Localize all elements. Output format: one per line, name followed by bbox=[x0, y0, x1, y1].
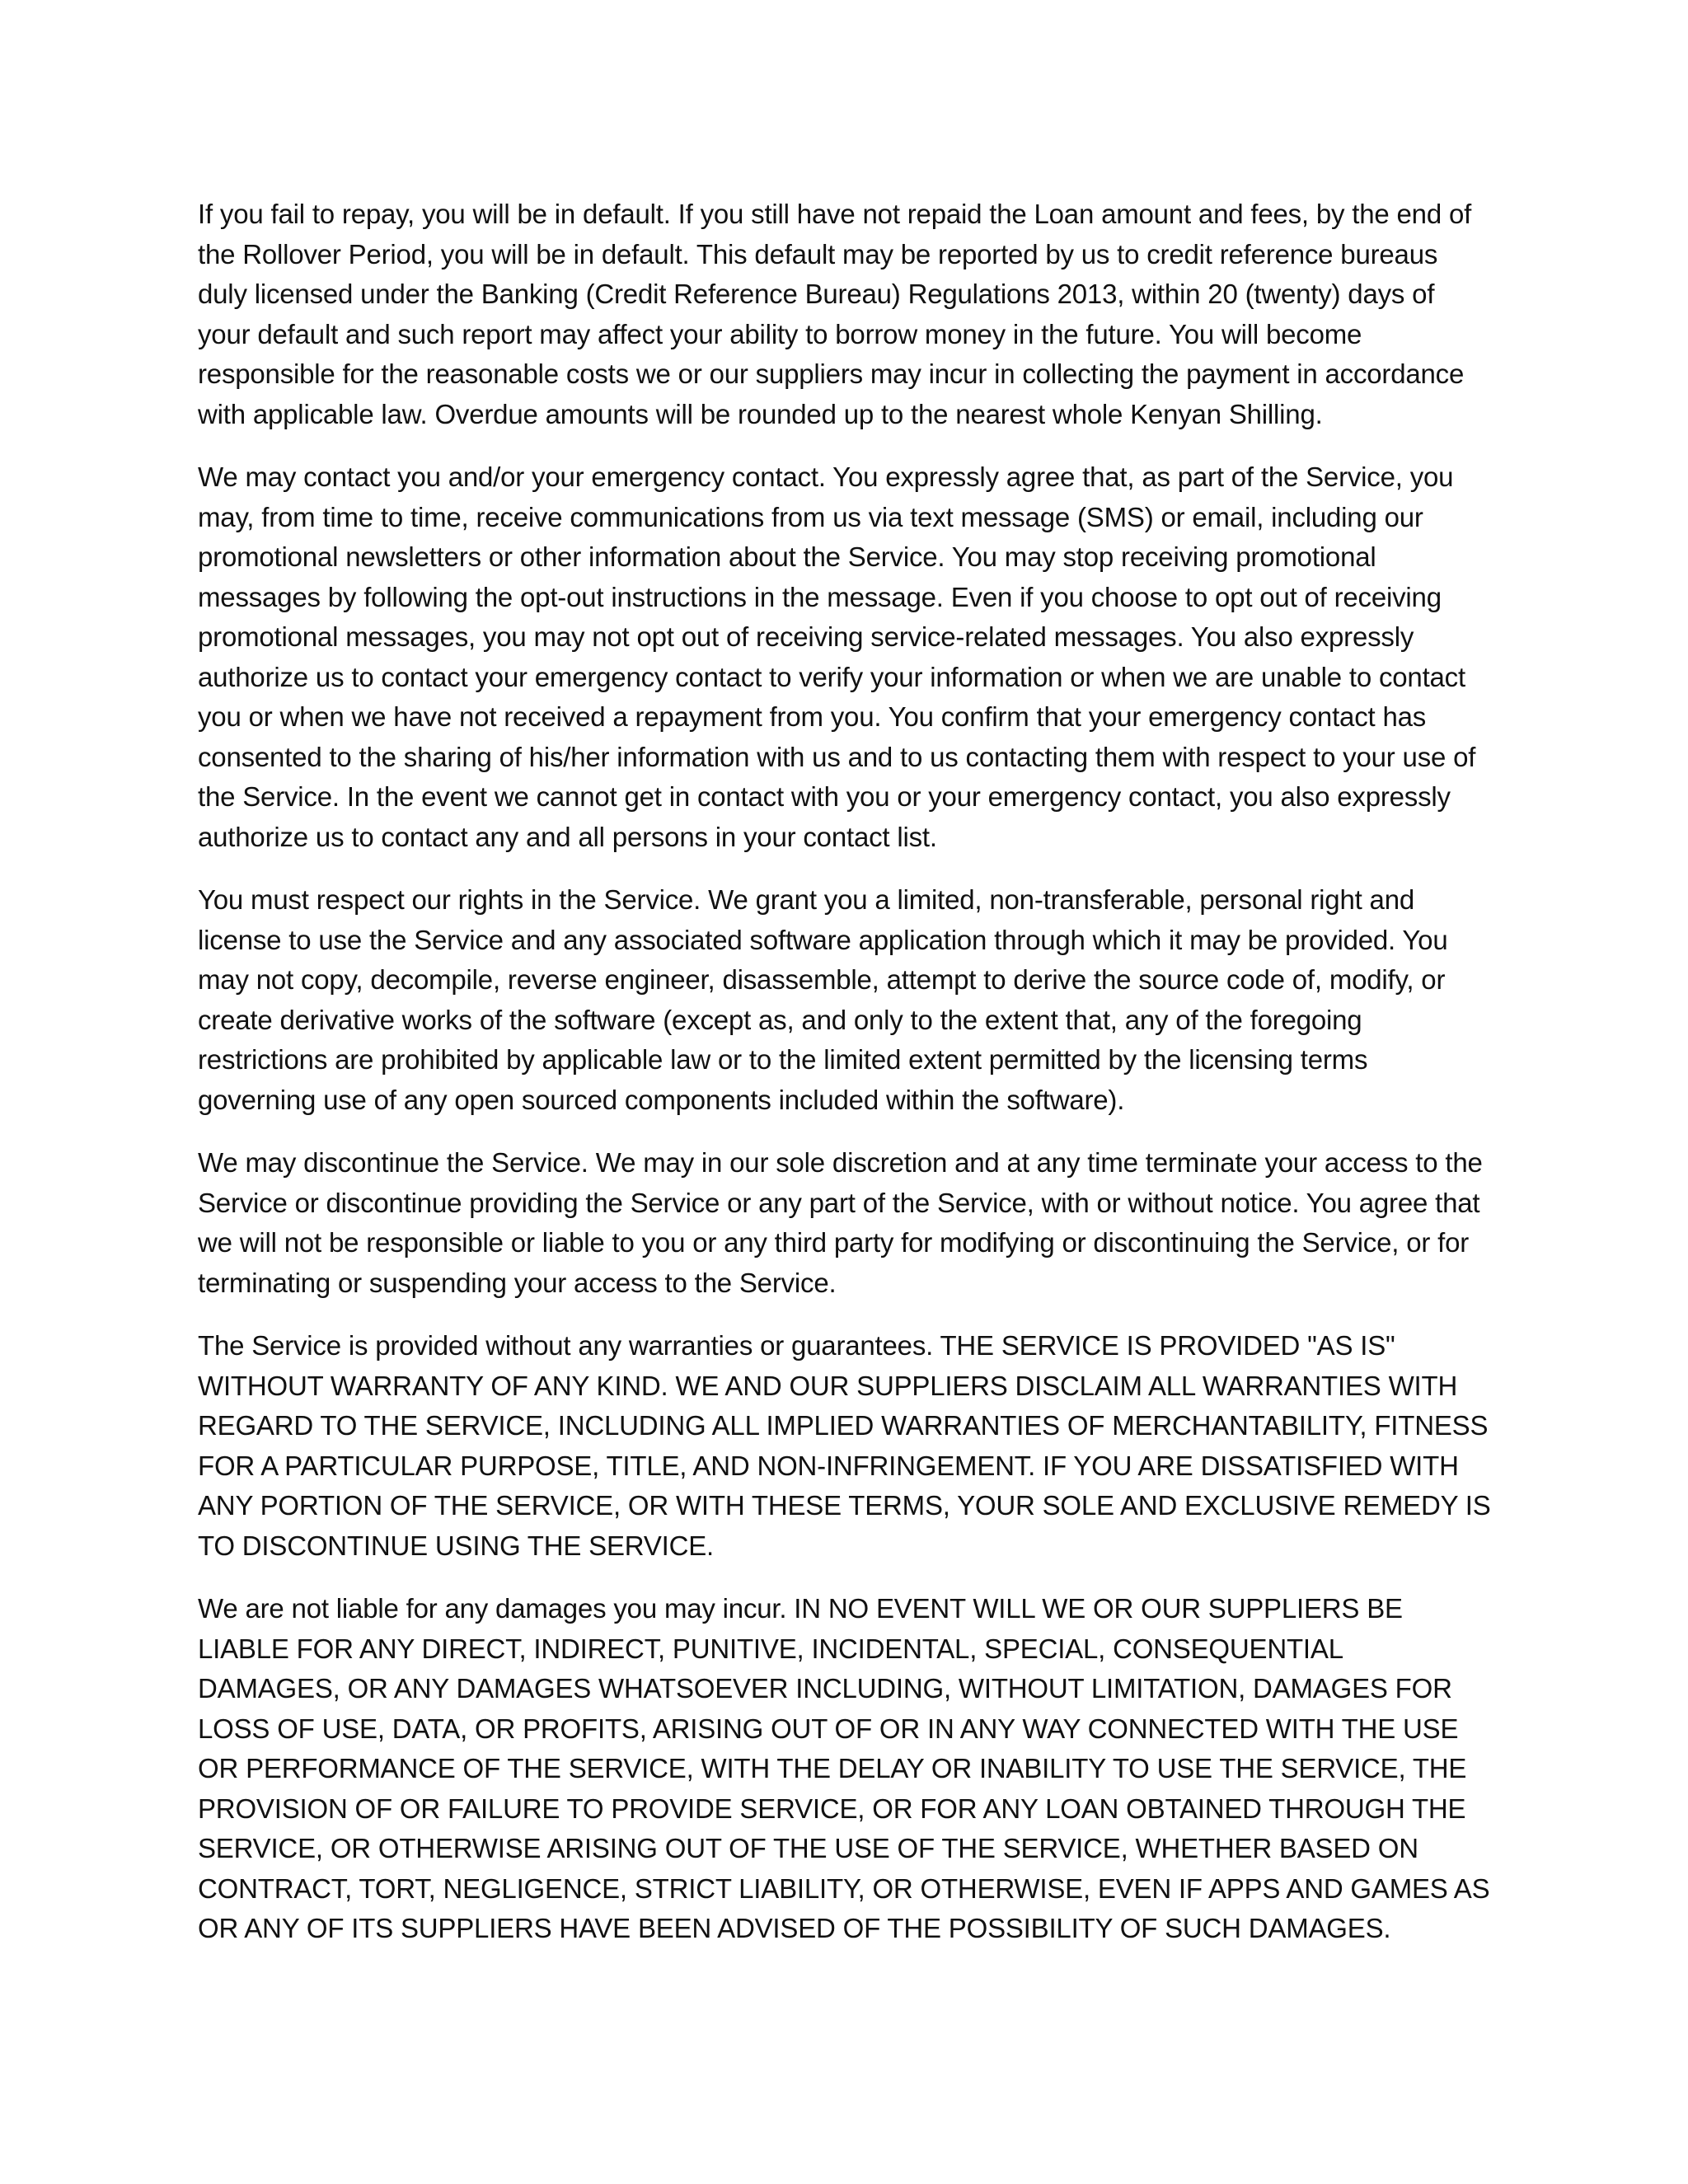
document-page bbox=[198, 194, 1492, 1972]
paragraph-default: If you fail to repay, you will be in default. If you still have not repaid the Loan amount and fees, by the end of the Rollover Period, you will be in default. This default may be reported by us to credit reference bureaus duly licensed under the Banking (Credit Reference Bureau) Regulations 2013, within 20 (twenty) days of your default and such report may affect your ability to borrow money in the future. You will become responsible for the reasonable costs we or our suppliers may incur in collecting the payment in accordance with applicable law. Overdue amounts will be rounded up to the nearest whole Kenyan Shilling. bbox=[198, 199, 1472, 429]
paragraph-warranties: The Service is provided without any warranties or guarantees. THE SERVICE IS PROVIDED "AS IS" WITHOUT WARRANTY OF ANY KIND. WE AND OUR SUPPLIERS DISCLAIM ALL WARRANTIES WITH REGARD TO THE SERVICE, INCLUDING ALL IMPLIED WARRANTIES OF MERCHANTABILITY, FITNESS FOR A PARTICULAR PURPOSE, TITLE, AND NON-INFRINGEMENT. IF YOU ARE DISSATISFIED WITH ANY PORTION OF THE SERVICE, OR WITH THESE TERMS, YOUR SOLE AND EXCLUSIVE REMEDY IS TO DISCONTINUE USING THE SERVICE. bbox=[198, 1330, 1491, 1561]
paragraph-contact: We may contact you and/or your emergency contact. You expressly agree that, as part of the Service, you may, from time to time, receive communications from us via text message (SMS) or email, including our promotional newsletters or other information about the Service. You may stop receiving promotional messages by following the opt-out instructions in the message. Even if you choose to opt out of receiving promotional messages, you may not opt out of receiving service-related messages. You also expressly authorize us to contact your emergency contact to verify your information or when we are unable to contact you or when we have not received a repayment from you. You confirm that your emergency contact has consented to the sharing of his/her information with us and to us contacting them with respect to your use of the Service. In the event we cannot get in contact with you or your emergency contact, you also expressly authorize us to contact any and all persons in your contact list. bbox=[198, 462, 1476, 852]
paragraph-discontinue: We may discontinue the Service. We may in our sole discretion and at any time terminate your access to the Service or discontinue providing the Service or any part of the Service, with or without notice. You agree that we will not be responsible or liable to you or any third party for modifying or discontinuing the Service, or for terminating or suspending your access to the Service. bbox=[198, 1147, 1483, 1298]
paragraph-rights: You must respect our rights in the Service. We grant you a limited, non-transferable, personal right and license to use the Service and any associated software application through which it may be provided. You may not copy, decompile, reverse engineer, disassemble, attempt to derive the source code of, modify, or create derivative works of the software (except as, and only to the extent that, any of the foregoing restrictions are prohibited by applicable law or to the limited extent permitted by the licensing terms governing use of any open sourced components included within the software). bbox=[198, 884, 1448, 1115]
paragraph-liability: We are not liable for any damages you may incur. IN NO EVENT WILL WE OR OUR SUPPLIERS BE LIABLE FOR ANY DIRECT, INDIRECT, PUNITIVE, INCIDENTAL, SPECIAL, CONSEQUENTIAL DAMAGES, OR ANY DAMAGES WHATSOEVER INCLUDING, WITHOUT LIMITATION, DAMAGES FOR LOSS OF USE, DATA, OR PROFITS, ARISING OUT OF OR IN ANY WAY CONNECTED WITH THE USE OR PERFORMANCE OF THE SERVICE, WITH THE DELAY OR INABILITY TO USE THE SERVICE, THE PROVISION OF OR FAILURE TO PROVIDE SERVICE, OR FOR ANY LOAN OBTAINED THROUGH THE SERVICE, OR OTHERWISE ARISING OUT OF THE USE OF THE SERVICE, WHETHER BASED ON CONTRACT, TORT, NEGLIGENCE, STRICT LIABILITY, OR OTHERWISE, EVEN IF APPS AND GAMES AS OR ANY OF ITS SUPPLIERS HAVE BEEN ADVISED OF THE POSSIBILITY OF SUCH DAMAGES. bbox=[198, 1593, 1490, 1943]
